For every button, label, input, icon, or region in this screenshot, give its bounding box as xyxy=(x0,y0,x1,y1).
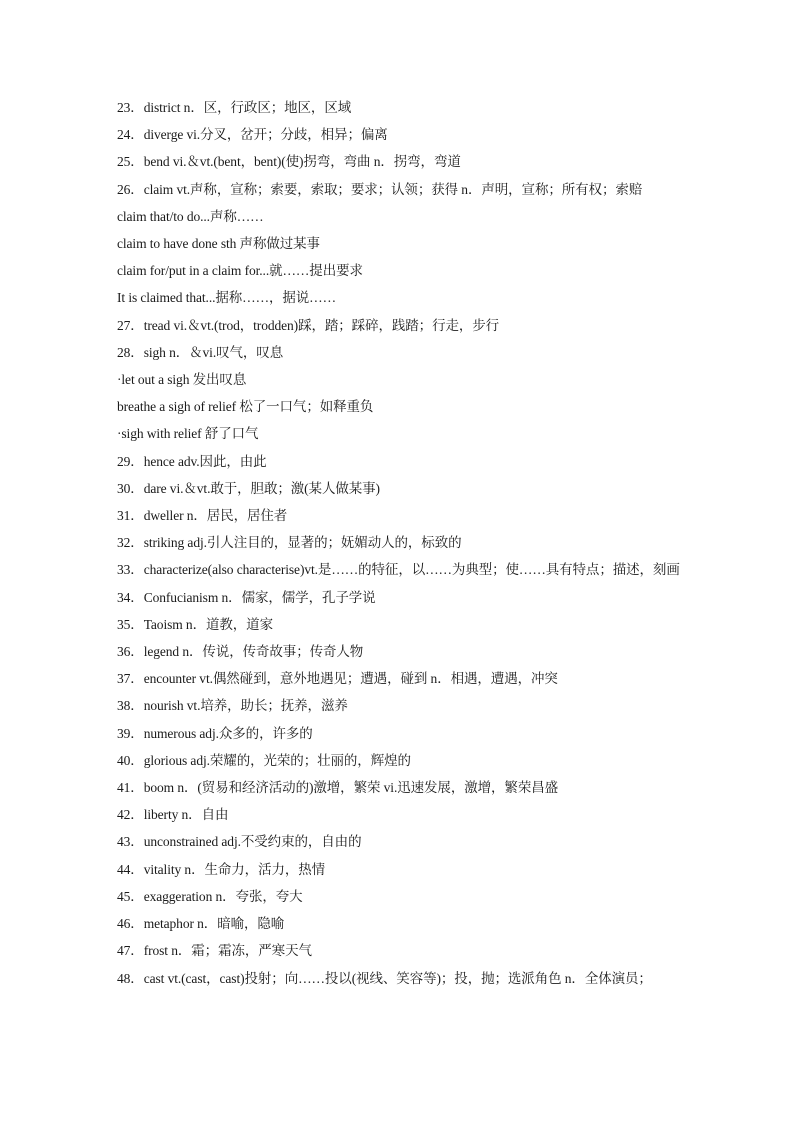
entry-43: 43．unconstrained adj.不受约束的，自由的 xyxy=(117,834,362,850)
entry-23: 23．district n．区，行政区；地区，区域 xyxy=(117,100,352,115)
entry-39: 39．numerous adj.众多的，许多的 xyxy=(117,725,313,741)
phrase-claim-that: claim that/to do...声称…… xyxy=(117,208,264,224)
entry-46: 46．metaphor n．暗喻，隐喻 xyxy=(117,916,285,932)
entry-27: 27．tread vi.＆vt.(trod，trodden)踩，踏；踩碎，践踏；行走，步行 xyxy=(117,317,500,333)
phrase-it-is-claimed: It is claimed that...据称……，据说…… xyxy=(117,290,336,306)
entry-29: 29．hence adv.因此，由此 xyxy=(117,453,267,469)
phrase-breathe-a-sigh: breathe a sigh of relief 松了一口气；如释重负 xyxy=(117,399,374,415)
entry-24: 24．diverge vi.分叉，岔开；分歧，相异；偏离 xyxy=(117,127,388,143)
entry-48: 48．cast vt.(cast，cast)投射；向……投以(视线、笑容等)；投，抛；选派角色 n．全体演员； xyxy=(117,970,652,986)
entry-40: 40．glorious adj.荣耀的，光荣的；壮丽的，辉煌的 xyxy=(117,752,411,768)
entry-33: 33．characterize(also characterise)vt.是……的特征，以……为典型；使……具有特点；描述，刻画 xyxy=(117,562,680,578)
entry-25: 25．bend vi.＆vt.(bent，bent)(使)拐弯，弯曲 n．拐弯，弯道 xyxy=(117,154,461,170)
entry-28: 28．sigh n．＆vi.叹气，叹息 xyxy=(117,344,284,360)
entry-42: 42．liberty n．自由 xyxy=(117,807,229,823)
phrase-claim-for: claim for/put in a claim for...就……提出要求 xyxy=(117,263,363,279)
entry-45: 45．exaggeration n．夸张，夸大 xyxy=(117,888,303,904)
entry-36: 36．legend n．传说，传奇故事；传奇人物 xyxy=(117,644,364,660)
entry-32: 32．striking adj.引人注目的，显著的；妩媚动人的，标致的 xyxy=(117,535,462,551)
entry-37: 37．encounter vt.偶然碰到，意外地遇见；遭遇，碰到 n．相遇，遭遇，冲突 xyxy=(117,671,558,687)
entry-47: 47．frost n．霜；霜冻，严寒天气 xyxy=(117,943,312,959)
entry-38: 38．nourish vt.培养，助长；抚养，滋养 xyxy=(117,698,348,714)
entry-44: 44．vitality n．生命力，活力，热情 xyxy=(117,861,326,877)
entry-34: 34．Confucianism n．儒家，儒学，孔子学说 xyxy=(117,589,376,605)
phrase-sigh-with-relief: ·sigh with relief 舒了口气 xyxy=(117,426,259,442)
phrase-claim-to-have-done: claim to have done sth 声称做过某事 xyxy=(117,236,320,252)
entry-41: 41．boom n．(贸易和经济活动的)激增，繁荣 vi.迅速发展，激增，繁荣昌盛 xyxy=(117,780,559,796)
entry-26: 26．claim vt.声称，宣称；索要，索取；要求；认领；获得 n．声明，宣称；所有权；索赔 xyxy=(117,181,643,197)
entry-30: 30．dare vi.＆vt.敢于，胆敢；激(某人做某事) xyxy=(117,480,380,496)
vocabulary-list xyxy=(117,94,682,992)
entry-35: 35．Taoism n．道教，道家 xyxy=(117,616,273,632)
entry-31: 31．dweller n．居民，居住者 xyxy=(117,508,288,524)
phrase-let-out-a-sigh: ·let out a sigh 发出叹息 xyxy=(117,372,247,388)
